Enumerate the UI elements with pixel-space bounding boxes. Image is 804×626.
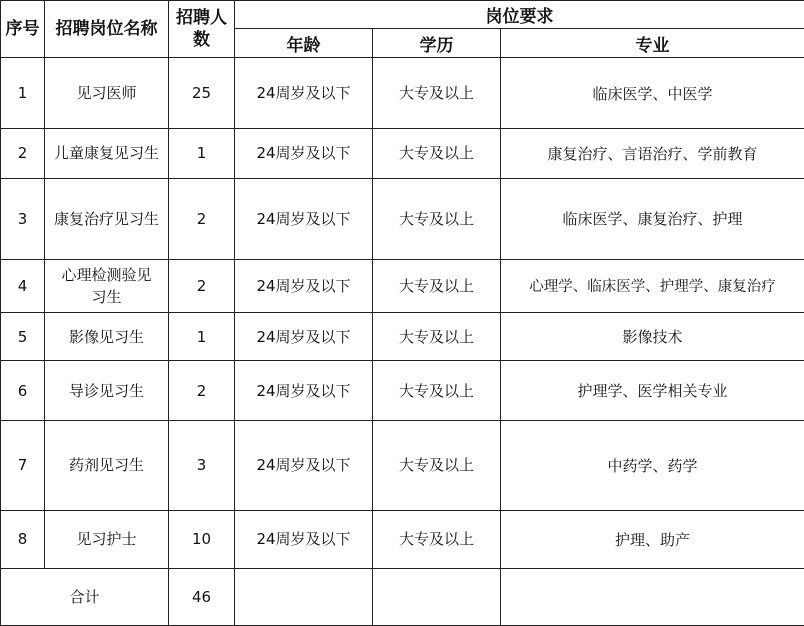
- total-empty-education: [373, 568, 501, 625]
- cell-count: 10: [169, 510, 235, 568]
- cell-education: 大专及以上: [373, 259, 501, 312]
- cell-position-name: 导诊见习生: [45, 361, 169, 421]
- cell-count: 2: [169, 178, 235, 259]
- cell-major: 护理学、医学相关专业: [501, 361, 804, 421]
- cell-age: 24周岁及以下: [235, 129, 373, 178]
- cell-seq: 7: [1, 421, 45, 510]
- cell-age: 24周岁及以下: [235, 361, 373, 421]
- cell-age: 24周岁及以下: [235, 312, 373, 360]
- header-education: 学历: [373, 29, 501, 58]
- header-major: 专业: [501, 29, 804, 58]
- cell-education: 大专及以上: [373, 361, 501, 421]
- cell-education: 大专及以上: [373, 510, 501, 568]
- cell-age: 24周岁及以下: [235, 421, 373, 510]
- cell-major: 护理、助产: [501, 510, 804, 568]
- cell-position-name: 见习护士: [45, 510, 169, 568]
- cell-count: 2: [169, 361, 235, 421]
- cell-position-name: 见习医师: [45, 58, 169, 129]
- header-position-name: 招聘岗位名称: [45, 1, 169, 58]
- cell-seq: 8: [1, 510, 45, 568]
- cell-age: 24周岁及以下: [235, 510, 373, 568]
- table-row: [1, 421, 804, 510]
- cell-education: 大专及以上: [373, 58, 501, 129]
- cell-major: 临床医学、中医学: [501, 58, 804, 129]
- header-age: 年龄: [235, 29, 373, 58]
- table-row: [1, 129, 804, 178]
- header-requirements: 岗位要求: [235, 1, 804, 29]
- table-row: [1, 259, 804, 312]
- cell-position-name: 康复治疗见习生: [45, 178, 169, 259]
- total-row: [1, 568, 804, 625]
- cell-count: 2: [169, 259, 235, 312]
- header-seq: 序号: [1, 1, 45, 58]
- table-row: [1, 312, 804, 360]
- cell-age: 24周岁及以下: [235, 259, 373, 312]
- cell-major: 心理学、临床医学、护理学、康复治疗: [501, 259, 804, 312]
- cell-education: 大专及以上: [373, 178, 501, 259]
- table-row: [1, 510, 804, 568]
- cell-major: 临床医学、康复治疗、护理: [501, 178, 804, 259]
- cell-count: 25: [169, 58, 235, 129]
- cell-position-name: 影像见习生: [45, 312, 169, 360]
- cell-position-name: 药剂见习生: [45, 421, 169, 510]
- cell-seq: 4: [1, 259, 45, 312]
- table-row: [1, 361, 804, 421]
- cell-age: 24周岁及以下: [235, 58, 373, 129]
- cell-education: 大专及以上: [373, 312, 501, 360]
- cell-major: 中药学、药学: [501, 421, 804, 510]
- header-row-1: [1, 1, 804, 29]
- cell-major: 康复治疗、言语治疗、学前教育: [501, 129, 804, 178]
- cell-seq: 6: [1, 361, 45, 421]
- total-count: 46: [169, 568, 235, 625]
- cell-age: 24周岁及以下: [235, 178, 373, 259]
- cell-seq: 1: [1, 58, 45, 129]
- cell-major: 影像技术: [501, 312, 804, 360]
- cell-count: 1: [169, 129, 235, 178]
- cell-education: 大专及以上: [373, 129, 501, 178]
- total-empty-major: [501, 568, 804, 625]
- total-label: 合计: [1, 568, 169, 625]
- header-count: 招聘人数: [169, 1, 235, 58]
- cell-seq: 5: [1, 312, 45, 360]
- cell-seq: 3: [1, 178, 45, 259]
- cell-seq: 2: [1, 129, 45, 178]
- cell-position-name: 儿童康复见习生: [45, 129, 169, 178]
- cell-education: 大专及以上: [373, 421, 501, 510]
- cell-count: 1: [169, 312, 235, 360]
- cell-count: 3: [169, 421, 235, 510]
- table-row: [1, 178, 804, 259]
- total-empty-age: [235, 568, 373, 625]
- table-row: [1, 58, 804, 129]
- cell-position-name: 心理检测验见习生: [45, 259, 169, 312]
